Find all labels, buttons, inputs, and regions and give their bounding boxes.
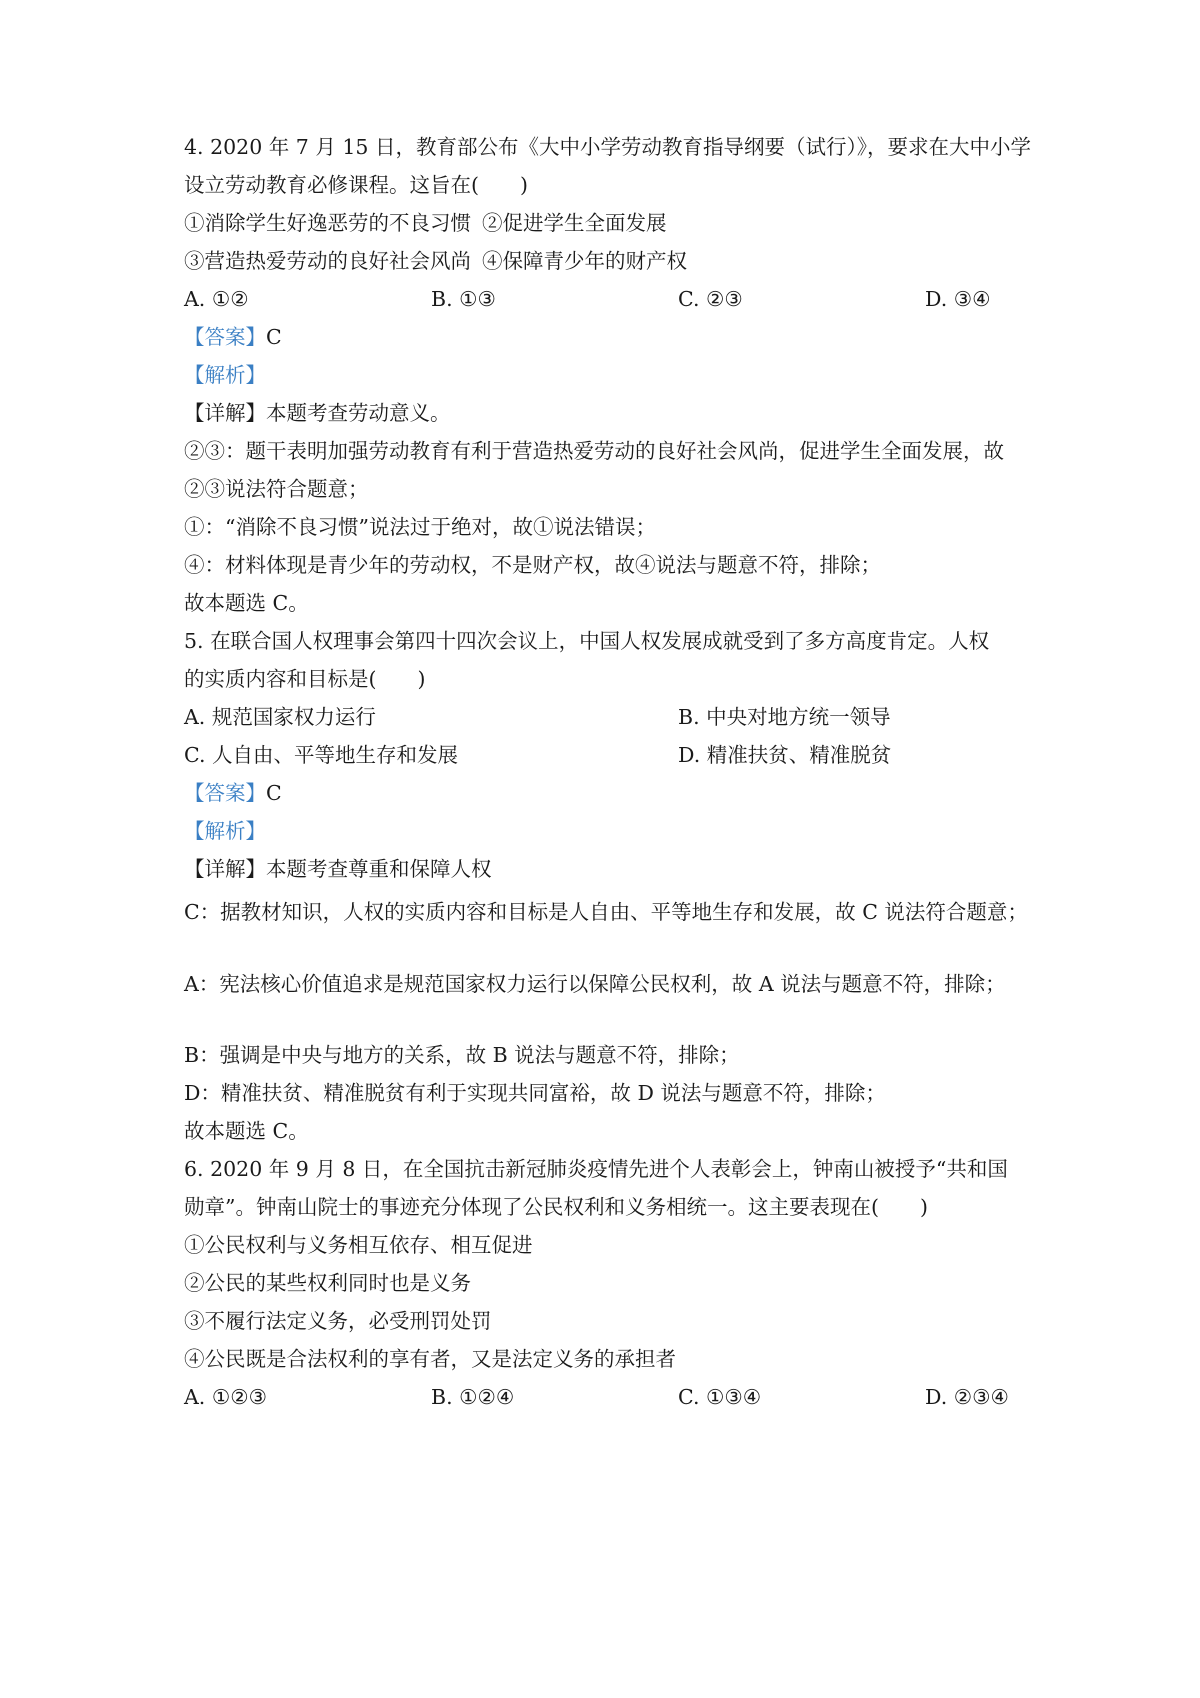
q5-explanation-b: B：强调是中央与地方的关系，故 B 说法与题意不符，排除；	[184, 1043, 740, 1067]
q5-analysis-tag: 【解析】	[184, 819, 266, 843]
q4-option-a: A. ①②	[184, 287, 249, 311]
q4-explanation-1b: ②③说法符合题意；	[184, 477, 369, 501]
q4-explanation-1a: ②③：题干表明加强劳动教育有利于营造热爱劳动的良好社会风尚，促进学生全面发展，故	[184, 439, 1004, 463]
q6-stem-line1: 6. 2020 年 9 月 8 日，在全国抗击新冠肺炎疫情先进个人表彰会上，钟南山被授予“共和国	[184, 1157, 1008, 1181]
answer-tag: 【答案】	[184, 781, 266, 805]
q4-analysis-tag: 【解析】	[184, 363, 266, 387]
q5-stem-line1: 5. 在联合国人权理事会第四十四次会议上，中国人权发展成就受到了多方高度肯定。人权	[184, 629, 990, 653]
q6-option-c: C. ①③④	[678, 1385, 762, 1409]
q5-option-c: C. 人自由、平等地生存和发展	[184, 743, 458, 767]
q5-explanation-a: A：宪法核心价值追求是规范国家权力运行以保障公民权利，故 A 说法与题意不符，排除；	[184, 972, 1006, 996]
q4-explanation-3: ④：材料体现是青少年的劳动权，不是财产权，故④说法与题意不符，排除；	[184, 553, 881, 577]
q4-item-1: ①消除学生好逸恶劳的不良习惯	[184, 211, 471, 235]
q4-conclusion: 故本题选 C。	[184, 591, 309, 615]
q4-option-b: B. ①③	[431, 287, 496, 311]
q4-option-c: C. ②③	[678, 287, 743, 311]
answer-value: C	[266, 325, 282, 349]
q4-item-4: ④保障青少年的财产权	[482, 249, 687, 273]
q5-option-a: A. 规范国家权力运行	[184, 705, 376, 729]
q5-answer	[184, 779, 282, 807]
q4-stem-line2: 设立劳动教育必修课程。这旨在( )	[184, 173, 528, 197]
q6-item-4: ④公民既是合法权利的享有者，又是法定义务的承担者	[184, 1347, 676, 1371]
q5-detail: 【详解】本题考查尊重和保障人权	[184, 857, 492, 881]
q6-option-a: A. ①②③	[184, 1385, 267, 1409]
q6-item-3: ③不履行法定义务，必受刑罚处罚	[184, 1309, 492, 1333]
q6-option-b: B. ①②④	[431, 1385, 515, 1409]
q5-stem-line2: 的实质内容和目标是( )	[184, 667, 426, 691]
q4-item-2: ②促进学生全面发展	[482, 211, 667, 235]
q6-option-d: D. ②③④	[925, 1385, 1009, 1409]
q5-option-b: B. 中央对地方统一领导	[678, 705, 891, 729]
q5-option-d: D. 精准扶贫、精准脱贫	[678, 743, 892, 767]
q5-explanation-d: D：精准扶贫、精准脱贫有利于实现共同富裕，故 D 说法与题意不符，排除；	[184, 1081, 886, 1105]
q5-explanation-c: C：据教材知识，人权的实质内容和目标是人自由、平等地生存和发展，故 C 说法符合题意；	[184, 900, 1028, 924]
answer-value: C	[266, 781, 282, 805]
q4-option-d: D. ③④	[925, 287, 991, 311]
q6-stem-line2: 勋章”。钟南山院士的事迹充分体现了公民权利和义务相统一。这主要表现在( )	[184, 1195, 928, 1219]
answer-tag: 【答案】	[184, 325, 266, 349]
q4-answer	[184, 323, 282, 351]
q4-item-3: ③营造热爱劳动的良好社会风尚	[184, 249, 471, 273]
q4-explanation-2: ①：“消除不良习惯”说法过于绝对，故①说法错误；	[184, 515, 656, 539]
q4-stem-line1: 4. 2020 年 7 月 15 日，教育部公布《大中小学劳动教育指导纲要（试行）》，要求在大中小学	[184, 135, 1031, 159]
q5-conclusion: 故本题选 C。	[184, 1119, 309, 1143]
q4-detail: 【详解】本题考查劳动意义。	[184, 401, 451, 425]
q6-item-2: ②公民的某些权利同时也是义务	[184, 1271, 471, 1295]
q6-item-1: ①公民权利与义务相互依存、相互促进	[184, 1233, 533, 1257]
